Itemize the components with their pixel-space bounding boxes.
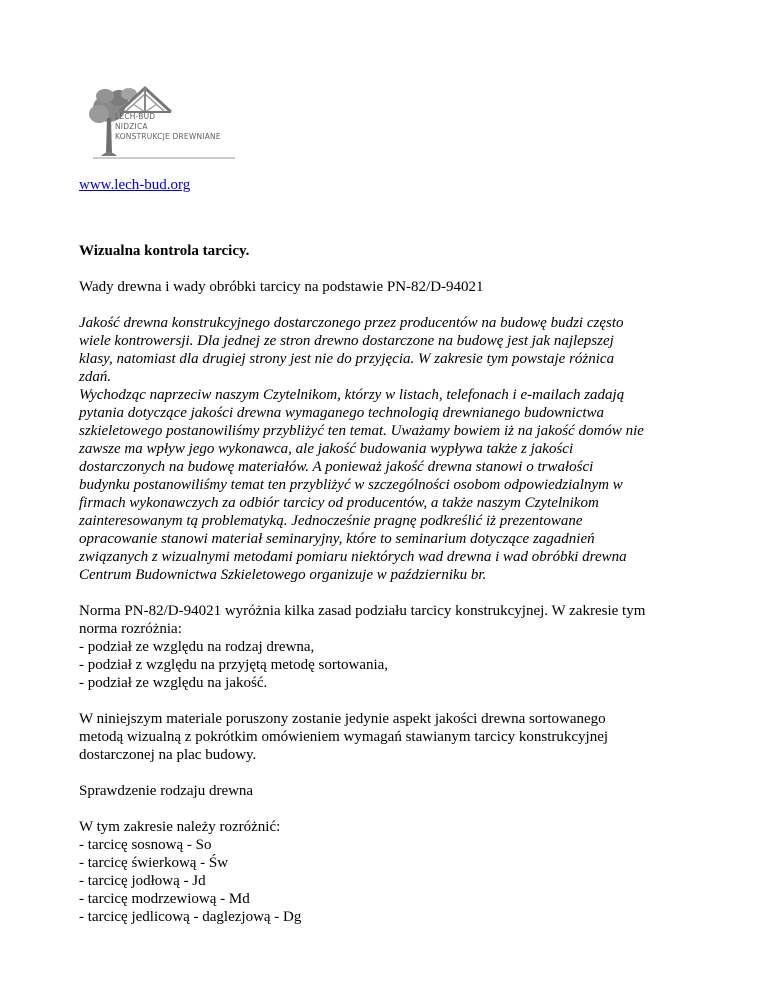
intro-line: Wychodząc naprzeciw naszym Czytelnikom, którzy w listach, telefonach i e-mailach zadają <box>79 387 625 403</box>
website-link[interactable]: www.lech-bud.org <box>79 177 191 193</box>
norm-paragraph <box>79 602 699 692</box>
intro-line: Centrum Budownictwa Szkieletowego organizuje w październiku br. <box>79 567 487 583</box>
intro-line: zdań. <box>79 369 112 385</box>
document-title: Wizualna kontrola tarcicy. <box>79 243 250 259</box>
wood-type-line: - tarcicę jodłową - Jd <box>79 873 206 889</box>
logo-line-3: KONSTRUKCJE DREWNIANE <box>115 132 221 141</box>
norm-line: Norma PN-82/D-94021 wyróżnia kilka zasad podziału tarcicy konstrukcyjnej. W zakresie tym <box>79 603 646 619</box>
intro-line: szkieletowego postanowiliśmy przybliżyć ten temat. Uważamy bowiem iż na jakość domów nie <box>79 423 644 439</box>
intro-paragraph <box>79 314 699 584</box>
logo-line-2: NIDZICA <box>115 122 148 131</box>
wood-type-line: W tym zakresie należy rozróżnić: <box>79 819 281 835</box>
intro-line: klasy, natomiast dla drugiej strony jest nie do przyjęcia. W zakresie tym powstaje różnica <box>79 351 615 367</box>
scope-paragraph <box>79 710 699 764</box>
intro-line: firmach wykonawczych za odbiór tarcicy od producentów, a także naszym Czytelnikom <box>79 495 599 511</box>
intro-line: pytania dotyczące jakości drewna wymaganego technologią drewnianego budownictwa <box>79 405 605 421</box>
document-page <box>79 84 699 926</box>
intro-line: zawsze ma wpływ jego wykonawca, ale jakość budowania wypływa także z jakości <box>79 441 574 457</box>
intro-line: dostarczonych na budowę materiałów. A ponieważ jakość drewna stanowi o trwałości <box>79 459 594 475</box>
wood-type-line: - tarcicę modrzewiową - Md <box>79 891 250 907</box>
wood-types-list <box>79 818 699 926</box>
scope-line: W niniejszym materiale poruszony zostanie jedynie aspekt jakości drewna sortowanego <box>79 711 606 727</box>
intro-line: opracowanie stanowi materiał seminaryjny, które to seminarium dotyczące zagadnień <box>79 531 595 547</box>
norm-line: - podział ze względu na rodzaj drewna, <box>79 639 315 655</box>
norm-line: - podział z względu na przyjętą metodę sortowania, <box>79 657 389 673</box>
wood-type-line: - tarcicę świerkową - Św <box>79 855 229 871</box>
section-heading: Sprawdzenie rodzaju drewna <box>79 783 254 799</box>
wood-type-line: - tarcicę jedlicową - daglezjową - Dg <box>79 909 302 925</box>
intro-line: zainteresowanym tą problematyką. Jednocześnie pragnę podkreślić iż prezentowane <box>79 513 583 529</box>
scope-line: metodą wizualną z pokrótkim omówieniem wymagań stawianym tarcicy konstrukcyjnej <box>79 729 609 745</box>
intro-line: związanych z wizualnymi metodami pomiaru niektórych wad drewna i wad obróbki drewna <box>79 549 627 565</box>
logo-line-1: LECH-BUD <box>115 112 156 121</box>
wood-type-line: - tarcicę sosnową - So <box>79 837 212 853</box>
intro-line: budynku postanowiliśmy temat ten przybliżyć w szczególności osobom odpowiedzialnym w <box>79 477 623 493</box>
norm-line: - podział ze względu na jakość. <box>79 675 268 691</box>
intro-line: Jakość drewna konstrukcyjnego dostarczonego przez producentów na budowę budzi często <box>79 315 624 331</box>
intro-line: wiele kontrowersji. Dla jednej ze stron drewno dostarczone na budowę jest jak najlepszej <box>79 333 614 349</box>
norm-line: norma rozróżnia: <box>79 621 182 637</box>
document-subtitle: Wady drewna i wady obróbki tarcicy na podstawie PN-82/D-94021 <box>79 279 484 295</box>
company-logo <box>79 84 259 168</box>
scope-line: dostarczonej na plac budowy. <box>79 747 257 763</box>
